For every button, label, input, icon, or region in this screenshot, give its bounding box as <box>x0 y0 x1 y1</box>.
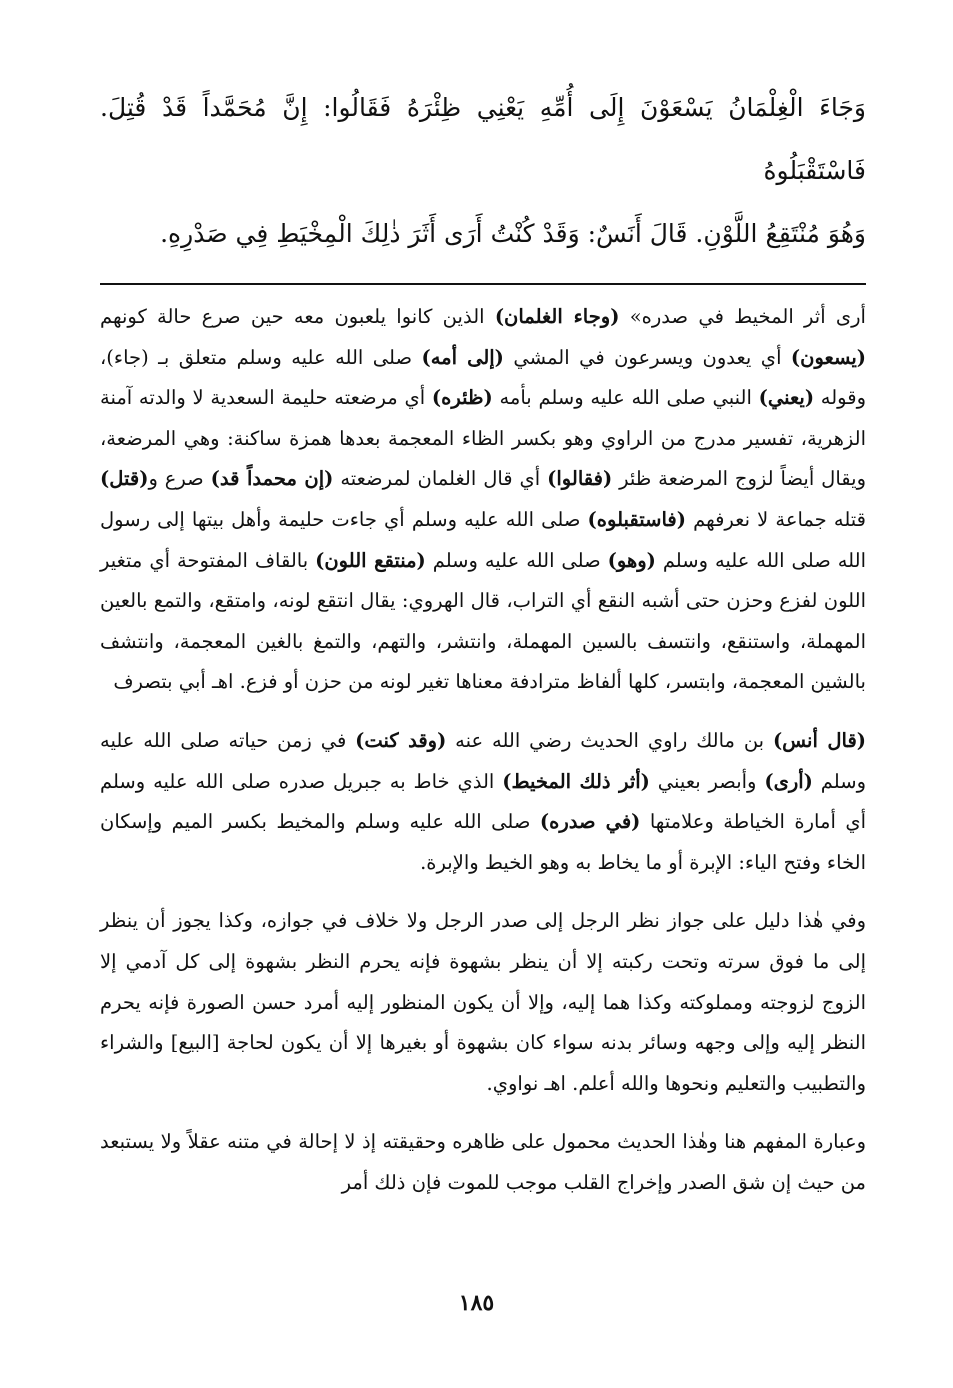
text-segment: أي قال الغلمان لمرضعته <box>333 467 548 491</box>
text-segment: قتله جماعة لا نعرفهم <box>685 507 866 531</box>
commentary-paragraph <box>100 297 866 703</box>
bold-phrase: (يعني) <box>758 386 815 410</box>
bold-phrase: (قتل) <box>100 467 149 491</box>
bold-phrase: (يسعون) <box>790 345 866 369</box>
text-segment: صلى الله عليه وسلم <box>425 548 608 572</box>
text-segment: وفي هٰذا دليل على جواز نظر الرجل إلى صدر الرجل ولا خلاف في جوازه، وكذا يجوز أن ينظر إلى ما فوق سرته وتحت ركبته إلا أن ينظر بشهوة فإنه يحرم النظر بشهوة إلى كل آدمي إلا الزوج لزوجته ومملوكته وكذا هما إليه، وإلا أن يكون المنظور إليه أمرد حسن الصورة فإنه يحرم النظر إليه وإلى وجهه وسائر بدنه سواء كان بشهوة أو بغيرها إلا أن يكون لحاجة [البيع] والشراء والتطبيب والتعليم ونحوها والله أعلم. اهـ نواوي. <box>100 909 866 1095</box>
commentary-paragraph <box>100 721 866 883</box>
bold-phrase: (فقالوا) <box>547 467 613 491</box>
hadith-line-2: وَهُوَ مُنْتَقِعُ اللَّوْنِ. قَالَ أَنَسٌ: وَقَدْ كُنْتُ أَرَى أَثَرَ ذٰلِكَ الْمِخْيَطِ فِي صَدْرِهِ. <box>160 219 866 248</box>
page-number: ١٨٥ <box>458 1290 495 1316</box>
bold-phrase: (في صدره) <box>539 810 641 834</box>
text-segment: أي مرضعته حليمة السعدية لا والدته آمنة الزهرية، تفسير مدرج من الراوي وهو بكسر الظاء المعجمة بعدها همزة ساكنة: وهي المرضعة، ويقال أيضاً لزوج المرضعة ظئر <box>100 386 866 491</box>
footnote-divider <box>100 283 866 285</box>
commentary <box>100 297 866 1203</box>
book-page <box>100 76 866 1221</box>
text-segment: الذين كانوا يلعبون معه حين صرع حالة كونهم <box>100 305 495 328</box>
bold-phrase: (قال أنس) <box>772 728 866 752</box>
text-segment: أي يعدون ويسرعون في المشي <box>503 345 791 369</box>
bold-phrase: (فاستقبلوه) <box>587 507 686 531</box>
text-segment: صلى الله عليه وسلم والمخيط بكسر الميم وإسكان الخاء وفتح الياء: الإبرة أو ما يخاط به وهو الخيط والإبرة. <box>100 810 866 874</box>
text-segment: أرى أثر المخيط في صدره» <box>619 305 866 328</box>
bold-phrase: (إلى أمه) <box>421 345 504 369</box>
bold-phrase: (وهو) <box>607 548 656 572</box>
bold-phrase: (وجاء الغلمان) <box>494 305 620 328</box>
text-segment: صرع و <box>148 467 211 491</box>
text-segment: الذي خاط به جبريل صدره صلى الله عليه وسلم أي أمارة الخياطة وعلامتها <box>100 769 866 834</box>
hadith-text <box>100 76 866 265</box>
bold-phrase: (وقد كنت) <box>355 728 447 752</box>
text-segment: النبي صلى الله عليه وسلم بأمه <box>492 386 759 410</box>
bold-phrase: (أثر ذلك المخيط) <box>502 769 650 793</box>
text-segment: صلى الله عليه وسلم متعلق بـ (جاء)، وقوله <box>100 345 866 410</box>
text-segment: وعبارة المفهم هنا وهٰذا الحديث محمول على ظاهره وحقيقته إذ لا إحالة في متنه عقلاً ولا يستبعد من حيث إن شق الصدر وإخراج القلب موجب للموت فإن ذلك أمر <box>100 1130 866 1194</box>
bold-phrase: (أرى) <box>764 769 813 793</box>
bold-phrase: (ظئره) <box>431 386 493 410</box>
text-segment: في زمن حياته صلى الله عليه وسلم <box>100 728 866 793</box>
text-segment: صلى الله عليه وسلم أي جاءت حليمة وأهل بيتها إلى رسول الله صلى الله عليه وسلم <box>100 507 866 572</box>
bold-phrase: (إن محمداً قد) <box>210 467 334 491</box>
text-segment: بالقاف المفتوحة أي متغير اللون لفزع وحزن حتى أشبه النقع أي التراب، قال الهروي: يقال انتقع لونه، وامتقع، والتمع بالعين المهملة، واستنقع، وانتسف بالسين المهملة، وانتشر، والتهم، والتمغ بالغين المعجمة، وانتشف بالشين المعجمة، وابتسر، كلها ألفاظ مترادفة معناها تغير لونه من حزن أو فزع. اهـ أبي بتصرف <box>100 548 866 694</box>
commentary-paragraph <box>100 901 866 1104</box>
bold-phrase: (منتقع اللون) <box>315 548 426 572</box>
text-segment: بن مالك راوي الحديث رضي الله عنه <box>446 728 773 752</box>
hadith-line-1: وَجَاءَ الْغِلْمَانُ يَسْعَوْنَ إِلَى أُمِّهِ يَعْنِي ظِئْرَهُ فَقَالُوا: إِنَّ مُحَمَّداً قَدْ قُتِلَ. فَاسْتَقْبَلُوهُ <box>100 93 867 185</box>
text-segment: وأبصر بعيني <box>649 769 765 793</box>
commentary-paragraph <box>100 1122 866 1203</box>
